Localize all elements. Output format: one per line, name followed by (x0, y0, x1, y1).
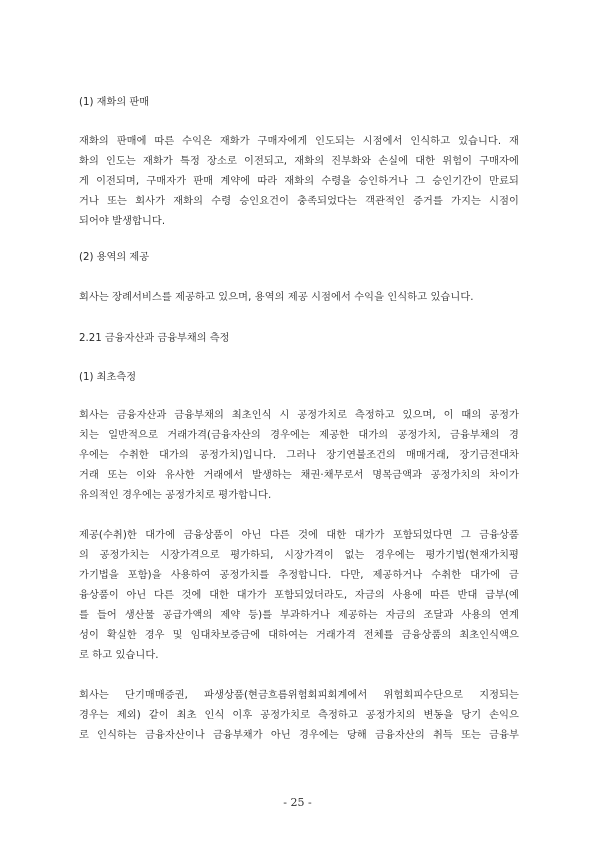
text-line: 게 이전되며, 구매자가 판매 계약에 따라 재화의 수령을 승인하거나 그 승인기간이 만료되 (79, 176, 519, 187)
paragraph (79, 288, 519, 308)
text-line: 로 인식하는 금융자산이나 금융부채가 아닌 경우에는 당해 금융자산의 취득 또는 금융부 (79, 730, 519, 741)
text-line: 치는 일반적으로 거래가격(금융자산의 경우에는 제공한 대가의 공정가치, 금융부채의 경 (79, 430, 519, 441)
text-line: 유의적인 경우에는 공정가치로 평가합니다. (79, 490, 272, 501)
paragraph (79, 686, 519, 746)
paragraph (79, 526, 519, 666)
text-line: 융상품이 아닌 다른 것에 대한 대가가 포함되었더라도, 자금의 사용에 따른 반대 급부(예 (79, 590, 519, 601)
text-line: 거래 또는 이와 유사한 거래에서 발생하는 채권·채무로서 명목금액과 공정가치의 차이가 (79, 470, 519, 481)
text-line: 화의 인도는 재화가 특정 장소로 이전되고, 재화의 진부화와 손실에 대한 위험이 구매자에 (79, 156, 519, 167)
text-line: 회사는 금융자산과 금융부채의 최초인식 시 공정가치로 측정하고 있으며, 이 때의 공정가 (79, 410, 519, 421)
text-line: 성이 확실한 경우 및 임대차보증금에 대하여는 거래가격 전체를 금융상품의 최초인식액으 (79, 630, 519, 641)
text-line: 의 공정가치는 시장가격으로 평가하되, 시장가격이 없는 경우에는 평가기법(현재가치평 (79, 550, 519, 561)
section-heading: (2) 용역의 제공 (79, 252, 150, 263)
paragraph (79, 406, 519, 506)
text-line: 경우는 제외) 같이 최초 인식 이후 공정가치로 측정하고 공정가치의 변동을 당기 손익으 (79, 710, 519, 721)
text-line: 재화의 판매에 따른 수익은 재화가 구매자에게 인도되는 시점에서 인식하고 있습니다. 재 (79, 136, 519, 147)
text-line: 회사는 단기매매증권, 파생상품(현금흐름위험회피회계에서 위험회피수단으로 지정되는 (79, 690, 519, 701)
section-heading: (1) 최초측정 (79, 372, 137, 383)
text-line: 제공(수취)한 대가에 금융상품이 아닌 다른 것에 대한 대가가 포함되었다면 그 금융상품 (79, 530, 519, 541)
section-heading: (1) 재화의 판매 (79, 97, 150, 108)
text-line: 가기법을 포함)을 사용하여 공정가치를 추정합니다. 다만, 제공하거나 수취한 대가에 금 (79, 570, 519, 581)
text-line: 회사는 장례서비스를 제공하고 있으며, 용역의 제공 시점에서 수익을 인식하고 있습니다. (79, 292, 474, 303)
paragraph (79, 132, 519, 232)
text-line: 되어야 발생합니다. (79, 216, 166, 227)
text-line: 우에는 수취한 대가의 공정가치)입니다. 그러나 장기연불조건의 매매거래, 장기금전대차 (79, 450, 519, 461)
text-line: 거나 또는 회사가 재화의 수령 승인요건이 충족되었다는 객관적인 증거를 가지는 시점이 (79, 196, 519, 207)
section-heading: 2.21 금융자산과 금융부채의 측정 (79, 333, 230, 344)
text-line: 를 들어 생산물 공급가액의 제약 등)를 부과하거나 제공하는 자금의 조달과 사용의 연계 (79, 610, 519, 621)
page-number: - 25 - (283, 796, 312, 809)
text-line: 로 하고 있습니다. (79, 650, 159, 661)
